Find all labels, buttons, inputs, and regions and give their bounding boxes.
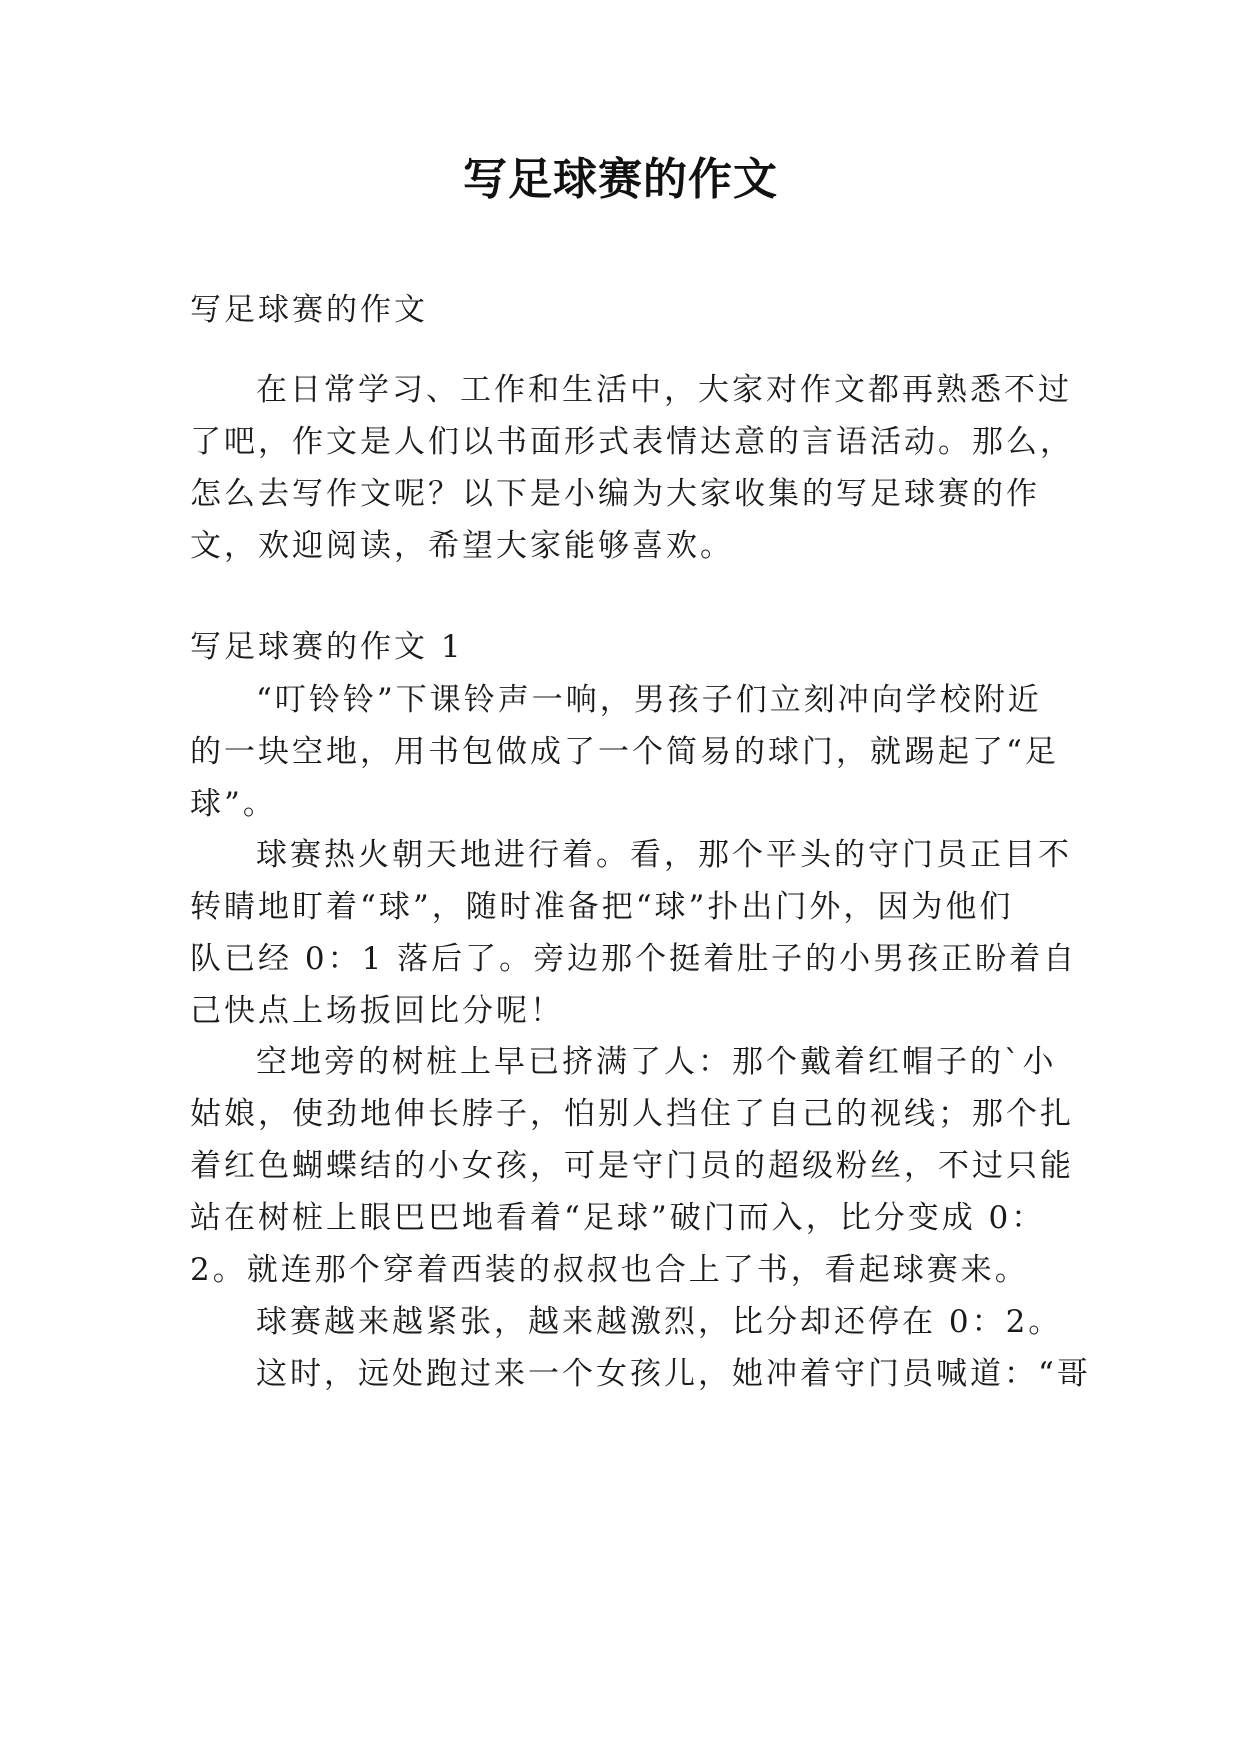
paragraph-line: 的一块空地，用书包做成了一个简易的球门，就踢起了“足: [190, 734, 1059, 770]
paragraph-line: 队已经 0：1 落后了。旁边那个挺着肚子的小男孩正盼着自: [190, 941, 1078, 977]
subtitle: 写足球赛的作文: [190, 292, 428, 328]
intro-line: 文，欢迎阅读，希望大家能够喜欢。: [190, 528, 734, 564]
intro-line: 怎么去写作文呢？以下是小编为大家收集的写足球赛的作: [190, 476, 1040, 512]
paragraph-line: 球赛越来越紧张，越来越激烈，比分却还停在 0：2。: [256, 1304, 1063, 1340]
paragraph-line: 姑娘，使劲地伸长脖子，怕别人挡住了自己的视线；那个扎: [190, 1096, 1074, 1132]
paragraph-line: 站在树桩上眼巴巴地看着“足球”破门而入，比分变成 0：: [190, 1200, 1046, 1236]
paragraph-line: 空地旁的树桩上早已挤满了人：那个戴着红帽子的`小: [256, 1044, 1057, 1080]
paragraph-line: 球”。: [190, 786, 277, 822]
paragraph-line: 转睛地盯着“球”，随时准备把“球”扑出门外，因为他们: [190, 889, 1014, 925]
page-title: 写足球赛的作文: [463, 154, 778, 205]
paragraph-line: 球赛热火朝天地进行着。看，那个平头的守门员正目不: [256, 837, 1072, 873]
paragraph-line: 2。就连那个穿着西装的叔叔也合上了书，看起球赛来。: [190, 1252, 1029, 1288]
paragraph-line: 着红色蝴蝶结的小女孩，可是守门员的超级粉丝，不过只能: [190, 1148, 1074, 1184]
paragraph-line: 这时，远处跑过来一个女孩儿，她冲着守门员喊道：“哥: [256, 1356, 1091, 1392]
paragraph-line: 己快点上场扳回比分呢！: [190, 993, 564, 1029]
intro-line: 在日常学习、工作和生活中，大家对作文都再熟悉不过: [256, 372, 1072, 408]
section-heading: 写足球赛的作文 1: [190, 629, 464, 665]
intro-line: 了吧，作文是人们以书面形式表情达意的言语活动。那么，: [190, 424, 1074, 460]
paragraph-line: “叮铃铃”下课铃声一响，男孩子们立刻冲向学校附近: [256, 682, 1042, 718]
